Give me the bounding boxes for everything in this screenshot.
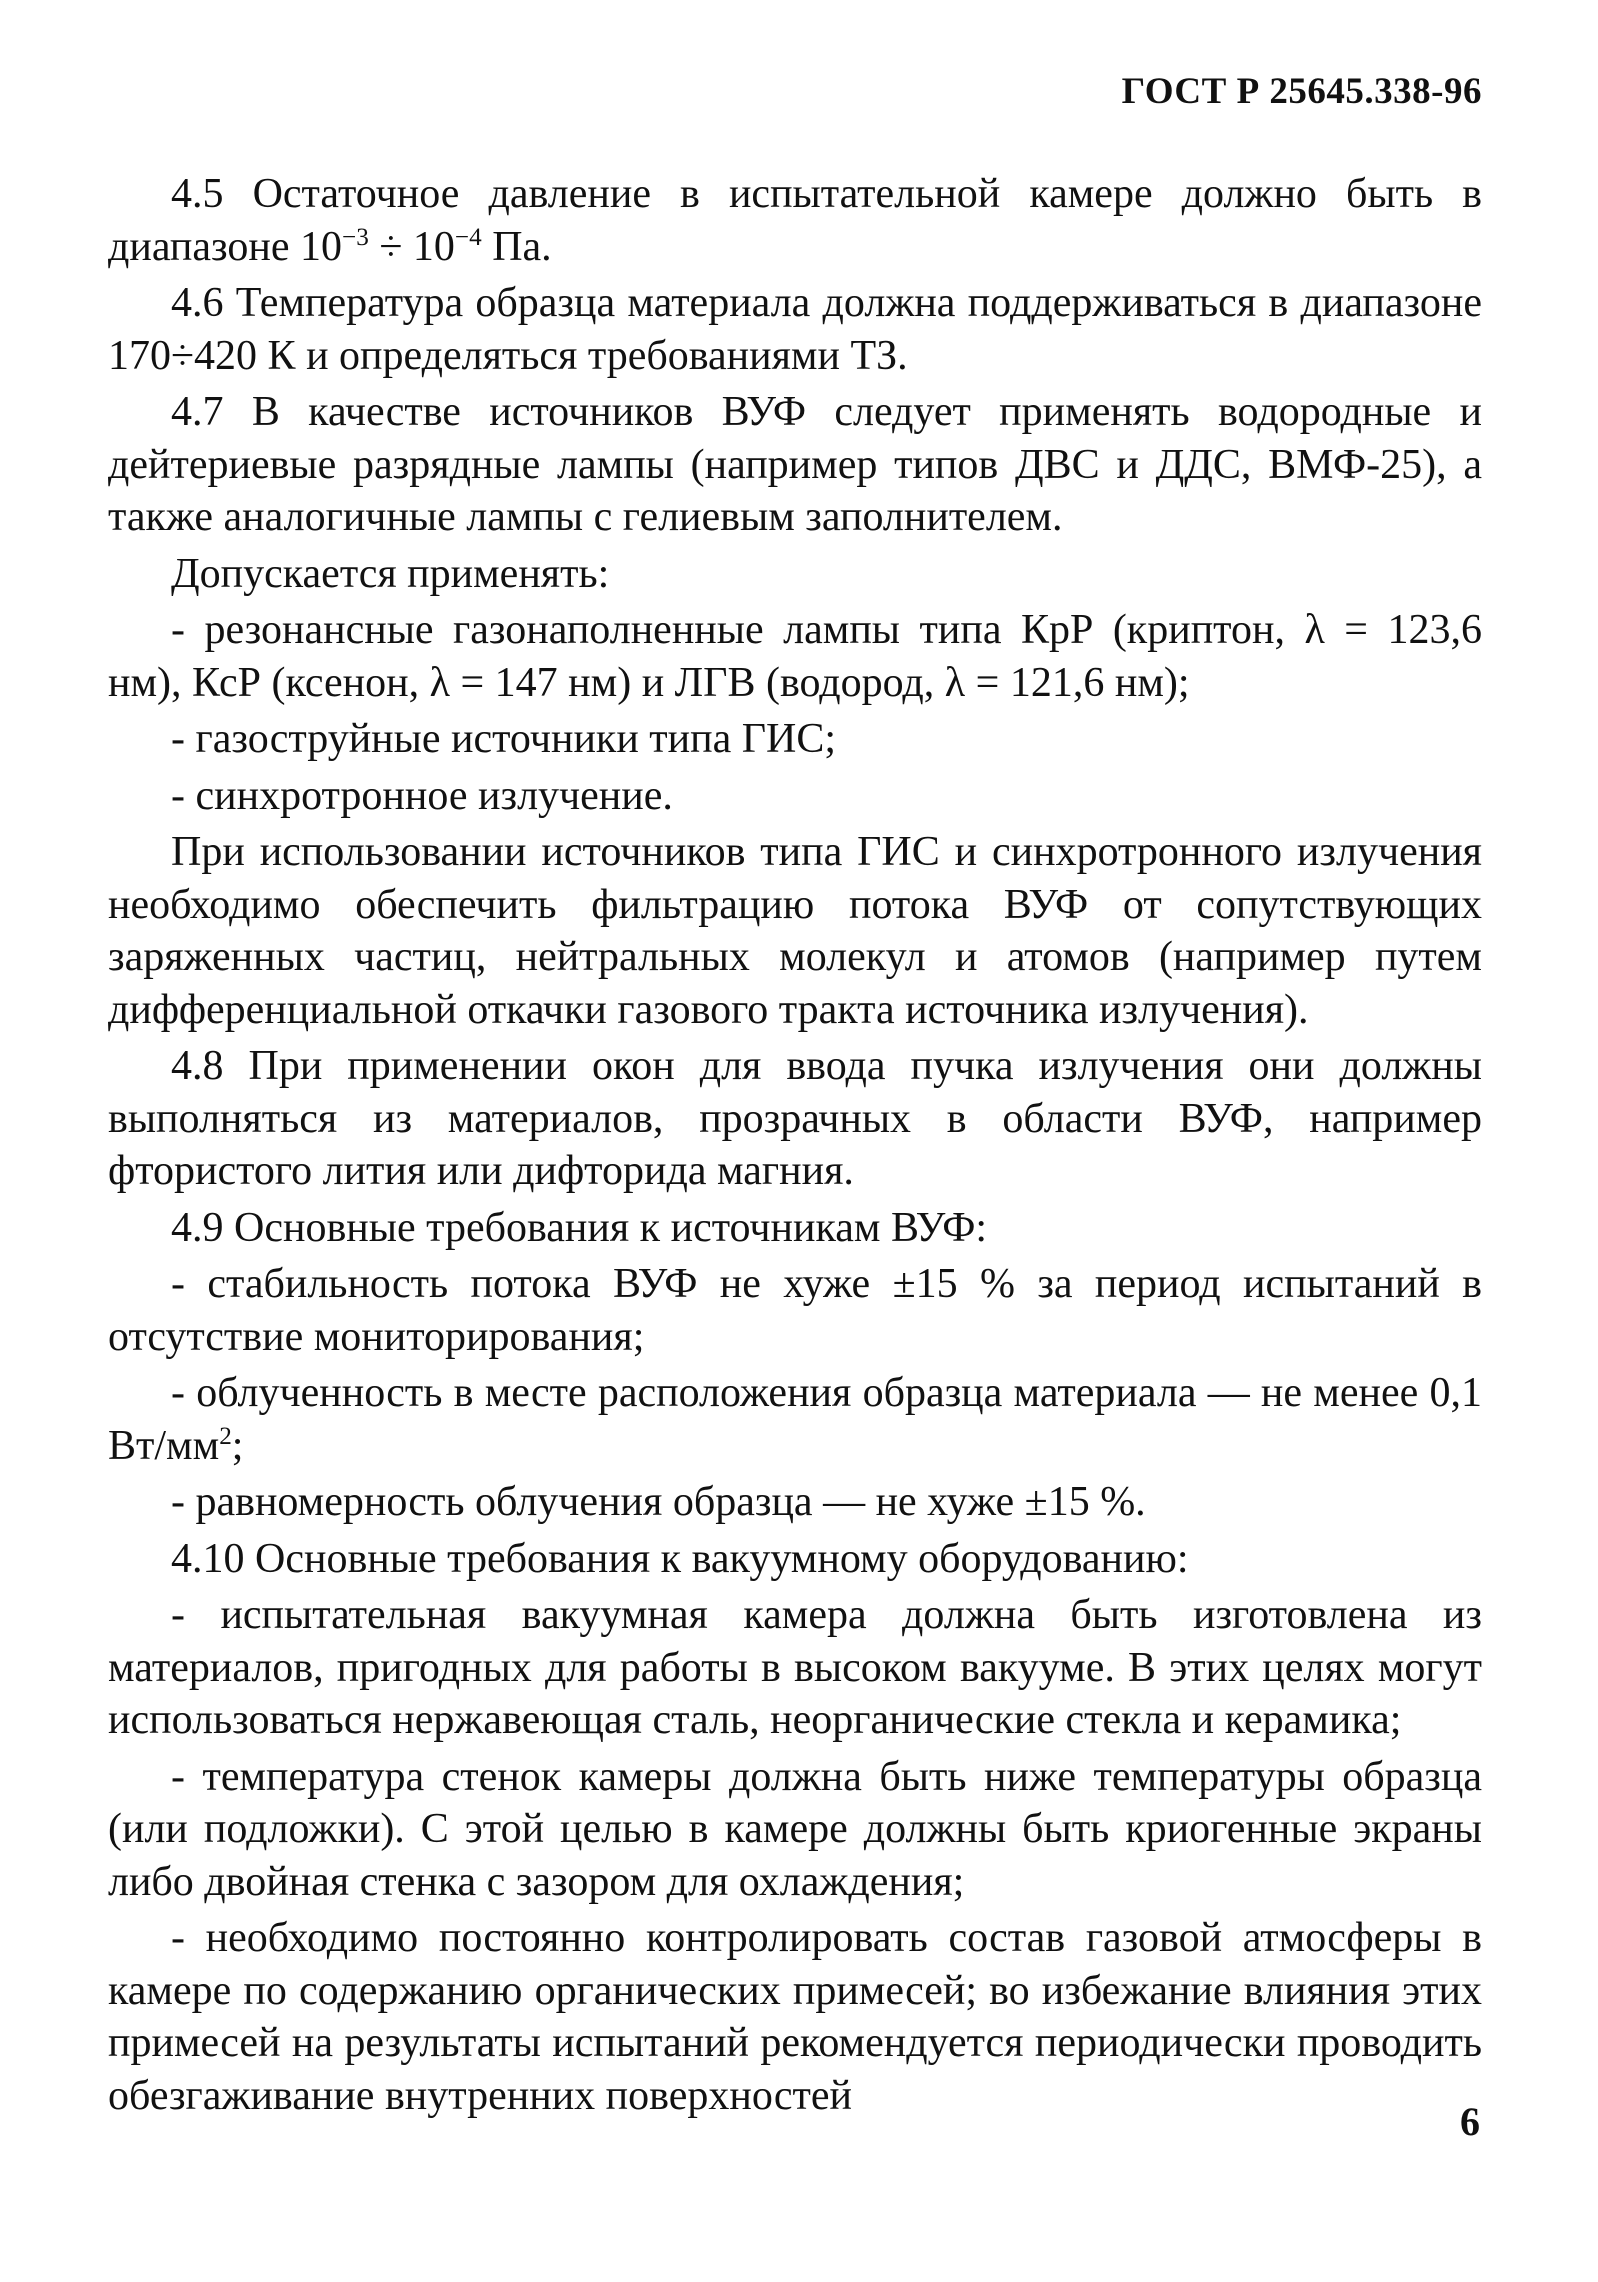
paragraph-sources-note: При использовании источников типа ГИС и синхротронного излучения необходимо обеспечить фильтрацию потока ВУФ от сопутствующих заряженных частиц, нейтральных молекул и атомов (например путем дифференциальной откачки газового тракта источника излучения). — [108, 829, 1482, 1033]
paragraph-4-9: 4.9 Основные требования к источникам ВУФ: — [171, 1204, 988, 1251]
paragraph-allowed-intro: Допускается применять: — [171, 550, 610, 597]
exponent-2: 2 — [219, 1422, 232, 1450]
document-body — [108, 168, 1482, 2126]
exponent-minus-4: −4 — [454, 223, 482, 251]
list-item: - испытательная вакуумная камера должна быть изготовлена из материалов, пригодных для работы в высоком вакууме. В этих целях могут использоваться нержавеющая сталь, неорганические стекла и керамика; — [108, 1592, 1482, 1743]
list-item: - необходимо постоянно контролировать состав газовой атмосферы в камере по содержанию органических примесей; во избежание влияния этих примесей на результаты испытаний рекомендуется периодически проводить обезгаживание внутренних поверхностей — [108, 1915, 1482, 2119]
paragraph-4-10: 4.10 Основные требования к вакуумному оборудованию: — [171, 1535, 1189, 1582]
list-item: - стабильность потока ВУФ не хуже ±15 % за период испытаний в отсутствие мониторирования; — [108, 1261, 1482, 1360]
exponent-minus-3: −3 — [342, 223, 369, 251]
list-item: - резонансные газонаполненные лампы типа КрР (криптон, λ = 123,6 нм), КсР (ксенон, λ = 147 нм) и ЛГВ (водород, λ = 121,6 нм); — [108, 607, 1482, 706]
paragraph-4-8: 4.8 При применении окон для ввода пучка излучения они должны выполняться из материалов, прозрачных в области ВУФ, например фтористого лития или дифторида магния. — [108, 1043, 1482, 1194]
list-item: - облученность в месте расположения образца материала — не менее 0,1 $Вт/мм^2$; — [108, 1370, 1482, 1469]
paragraph-4-7: 4.7 В качестве источников ВУФ следует применять водородные и дейтериевые разрядные лампы (например типов ДВС и ДДС, ВМФ-25), а также аналогичные лампы с гелиевым заполнителем. — [108, 389, 1482, 540]
standard-number-header: ГОСТ Р 25645.338-96 — [1121, 71, 1482, 112]
paragraph-4-6: 4.6 Температура образца материала должна поддерживаться в диапазоне 170÷420 К и определяться требованиями ТЗ. — [108, 280, 1482, 379]
list-item: - газоструйные источники типа ГИС; — [171, 716, 837, 762]
page-number: 6 — [1460, 2099, 1480, 2144]
paragraph-4-5: 4.5 Остаточное давление в испытательной камере должно быть в диапазоне $10^{-3} \div 10^{-4}$ Па. — [108, 171, 1482, 270]
list-item: - температура стенок камеры должна быть ниже температуры образца (или подложки). С этой целью в камере должны быть криогенные экраны либо двойная стенка с зазором для охлаждения; — [108, 1753, 1482, 1905]
list-item: - синхротронное излучение. — [171, 772, 673, 819]
list-item: - равномерность облучения образца — не хуже ±15 %. — [171, 1479, 1146, 1525]
